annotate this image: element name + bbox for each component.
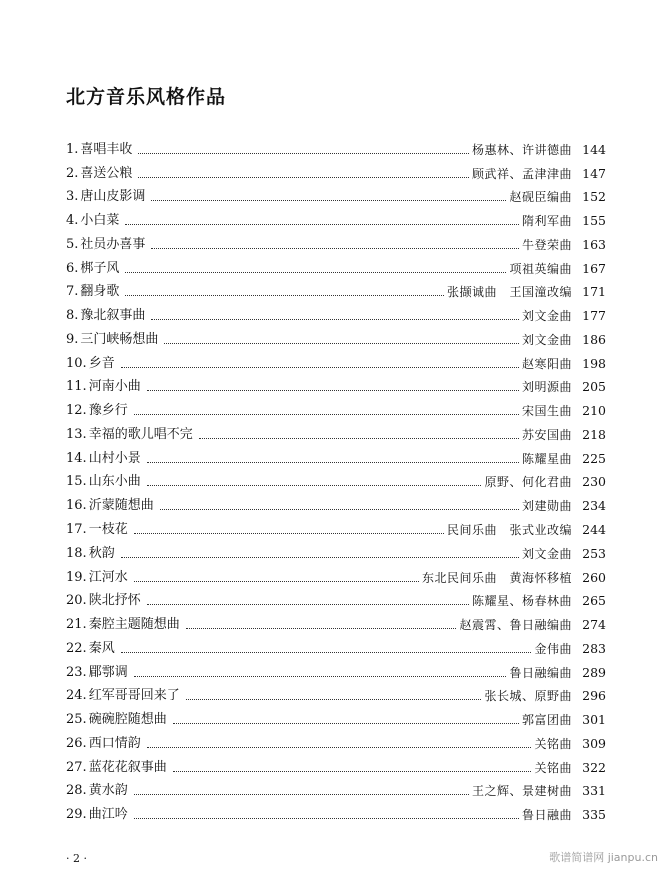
- entry-number: 2.: [66, 165, 79, 181]
- toc-entry[interactable]: [66, 704, 606, 728]
- entry-composer: 刘文金曲: [521, 332, 572, 347]
- entry-number: 5.: [66, 236, 79, 252]
- entry-composer: 赵震霄、鲁日融编曲: [459, 618, 572, 633]
- dot-leader: [121, 556, 519, 558]
- entry-composer: 杨惠林、许讲德曲: [471, 142, 572, 157]
- entry-title: 小白菜: [80, 213, 120, 229]
- dot-leader: [147, 461, 519, 463]
- entry-composer: 张撷诚曲 王国潼改编: [446, 285, 572, 300]
- entry-page: 234: [582, 498, 606, 514]
- dot-leader: [173, 722, 519, 724]
- entry-number: 7.: [66, 284, 79, 300]
- entry-number: 9.: [66, 331, 79, 347]
- entry-title: 曲江吟: [88, 807, 128, 823]
- entry-page: 289: [582, 664, 606, 680]
- toc-entry[interactable]: [66, 324, 606, 348]
- entry-page: 322: [582, 759, 606, 775]
- toc-entry[interactable]: [66, 158, 606, 182]
- entry-title: 乡音: [88, 355, 115, 371]
- dot-leader: [125, 223, 519, 225]
- entry-number: 29.: [66, 807, 87, 823]
- toc-entry[interactable]: [66, 443, 606, 467]
- dot-leader: [147, 746, 532, 748]
- entry-number: 27.: [66, 759, 87, 775]
- entry-title: 黄水韵: [88, 783, 128, 799]
- entry-page: 144: [582, 141, 606, 157]
- entry-number: 11.: [66, 379, 87, 395]
- entry-composer: 隋利军曲: [521, 214, 572, 229]
- toc-entry[interactable]: [66, 300, 606, 324]
- entry-number: 23.: [66, 664, 87, 680]
- entry-title: 豫北叙事曲: [80, 308, 146, 324]
- dot-leader: [134, 413, 519, 415]
- entry-page: 152: [582, 189, 606, 205]
- entry-page: 225: [582, 450, 606, 466]
- toc-entry[interactable]: [66, 586, 606, 610]
- entry-number: 12.: [66, 403, 87, 419]
- dot-leader: [134, 580, 419, 582]
- entry-page: 301: [582, 712, 606, 728]
- entry-composer: 苏安国曲: [521, 427, 572, 442]
- toc-entry[interactable]: [66, 395, 606, 419]
- watermark: 歌谱简谱网 jianpu.cn: [549, 851, 658, 864]
- entry-title: 翻身歌: [80, 284, 120, 300]
- entry-page: 331: [582, 783, 606, 799]
- entry-number: 1.: [66, 141, 79, 157]
- entry-composer: 牛登荣曲: [521, 237, 572, 252]
- entry-number: 10.: [66, 355, 87, 371]
- entry-page: 230: [582, 474, 606, 490]
- toc-entry[interactable]: [66, 681, 606, 705]
- toc-entry[interactable]: [66, 134, 606, 158]
- entry-title: 碗碗腔随想曲: [88, 712, 167, 728]
- entry-page: 167: [582, 260, 606, 276]
- entry-page: 198: [582, 355, 606, 371]
- entry-number: 15.: [66, 474, 87, 490]
- dot-leader: [151, 247, 519, 249]
- dot-leader: [121, 366, 519, 368]
- entry-page: 210: [582, 403, 606, 419]
- toc-entry[interactable]: [66, 253, 606, 277]
- entry-composer: 刘文金曲: [521, 309, 572, 324]
- entry-composer: 郭富团曲: [521, 713, 572, 728]
- entry-page: 171: [582, 284, 606, 300]
- toc-entry[interactable]: [66, 752, 606, 776]
- entry-title: 郿鄠调: [88, 664, 128, 680]
- entry-number: 21.: [66, 617, 87, 633]
- entry-title: 江河水: [88, 569, 128, 585]
- entry-page: 218: [582, 426, 606, 442]
- entry-page: 274: [582, 617, 606, 633]
- entry-page: 177: [582, 308, 606, 324]
- entry-number: 25.: [66, 712, 87, 728]
- toc-entry[interactable]: [66, 372, 606, 396]
- toc-entry[interactable]: [66, 776, 606, 800]
- toc-entry[interactable]: [66, 799, 606, 823]
- entry-title: 河南小曲: [88, 379, 141, 395]
- dot-leader: [134, 532, 444, 534]
- entry-composer: 原野、何化君曲: [484, 475, 572, 490]
- entry-number: 28.: [66, 783, 87, 799]
- entry-title: 唐山皮影调: [80, 189, 146, 205]
- entry-title: 山东小曲: [88, 474, 141, 490]
- entry-composer: 东北民间乐曲 黄海怀移植: [421, 570, 572, 585]
- toc-entry[interactable]: [66, 205, 606, 229]
- entry-composer: 刘文金曲: [521, 546, 572, 561]
- dot-leader: [134, 793, 469, 795]
- entry-composer: 金伟曲: [534, 641, 572, 656]
- dot-leader: [147, 389, 519, 391]
- entry-title: 一枝花: [88, 522, 128, 538]
- toc-entry[interactable]: [66, 490, 606, 514]
- entry-number: 14.: [66, 450, 87, 466]
- entry-page: 186: [582, 331, 606, 347]
- dot-leader: [173, 770, 532, 772]
- entry-page: 283: [582, 640, 606, 656]
- entry-number: 26.: [66, 735, 87, 751]
- entry-title: 秋韵: [88, 545, 115, 561]
- entry-composer: 宋国生曲: [521, 404, 572, 419]
- toc-entry[interactable]: [66, 657, 606, 681]
- entry-composer: 鲁日融编曲: [509, 665, 572, 680]
- entry-composer: 民间乐曲 张式业改编: [446, 523, 572, 538]
- entry-title: 红军哥哥回来了: [88, 688, 180, 704]
- entry-number: 8.: [66, 308, 79, 324]
- entry-composer: 赵砚臣编曲: [509, 190, 572, 205]
- entry-page: 155: [582, 213, 606, 229]
- entry-number: 3.: [66, 189, 79, 205]
- toc-entry[interactable]: [66, 182, 606, 206]
- entry-title: 山村小景: [88, 450, 141, 466]
- entry-page: 309: [582, 735, 606, 751]
- entry-number: 16.: [66, 498, 87, 514]
- entry-number: 6.: [66, 260, 79, 276]
- entry-composer: 王之辉、景建树曲: [471, 784, 572, 799]
- toc-entry[interactable]: [66, 633, 606, 657]
- toc-entry[interactable]: [66, 229, 606, 253]
- dot-leader: [151, 199, 506, 201]
- entry-number: 13.: [66, 426, 87, 442]
- entry-number: 18.: [66, 545, 87, 561]
- entry-composer: 赵寒阳曲: [521, 356, 572, 371]
- dot-leader: [147, 603, 469, 605]
- toc-entry[interactable]: [66, 467, 606, 491]
- entry-page: 253: [582, 545, 606, 561]
- toc-entry[interactable]: [66, 728, 606, 752]
- dot-leader: [125, 294, 444, 296]
- entry-title: 三门峡畅想曲: [80, 331, 159, 347]
- entry-page: 335: [582, 807, 606, 823]
- entry-composer: 刘建勋曲: [521, 499, 572, 514]
- entry-composer: 顾武祥、孟津津曲: [471, 166, 572, 181]
- entry-title: 秦风: [88, 640, 115, 656]
- dot-leader: [199, 437, 519, 439]
- entry-page: 244: [582, 522, 606, 538]
- dot-leader: [151, 318, 519, 320]
- dot-leader: [160, 508, 519, 510]
- entry-composer: 鲁日融曲: [521, 808, 572, 823]
- entry-page: 265: [582, 593, 606, 609]
- dot-leader: [121, 651, 532, 653]
- entry-title: 幸福的歌儿唱不完: [88, 426, 193, 442]
- section-title: 北方音乐风格作品: [66, 86, 227, 108]
- entry-composer: 关铭曲: [534, 760, 572, 775]
- dot-leader: [164, 342, 519, 344]
- dot-leader: [138, 176, 469, 178]
- entry-page: 205: [582, 379, 606, 395]
- page-number: · 2 ·: [66, 852, 87, 865]
- entry-title: 喜唱丰收: [80, 141, 133, 157]
- entry-page: 163: [582, 236, 606, 252]
- entry-title: 喜送公粮: [80, 165, 133, 181]
- toc-entry[interactable]: [66, 419, 606, 443]
- entry-number: 17.: [66, 522, 87, 538]
- table-of-contents: [66, 134, 606, 823]
- entry-page: 260: [582, 569, 606, 585]
- dot-leader: [134, 817, 519, 819]
- entry-number: 19.: [66, 569, 87, 585]
- toc-entry[interactable]: [66, 277, 606, 301]
- dot-leader: [134, 675, 507, 677]
- dot-leader: [186, 698, 482, 700]
- entry-title: 豫乡行: [88, 403, 128, 419]
- dot-leader: [125, 271, 506, 273]
- entry-title: 秦腔主题随想曲: [88, 617, 180, 633]
- entry-composer: 张长城、原野曲: [484, 689, 572, 704]
- dot-leader: [186, 627, 457, 629]
- entry-number: 24.: [66, 688, 87, 704]
- entry-title: 蓝花花叙事曲: [88, 759, 167, 775]
- toc-entry[interactable]: [66, 514, 606, 538]
- entry-number: 22.: [66, 640, 87, 656]
- entry-title: 陕北抒怀: [88, 593, 141, 609]
- entry-composer: 陈耀星、杨春林曲: [471, 594, 572, 609]
- entry-composer: 刘明源曲: [521, 380, 572, 395]
- dot-leader: [138, 152, 469, 154]
- entry-title: 社员办喜事: [80, 236, 146, 252]
- entry-composer: 陈耀星曲: [521, 451, 572, 466]
- toc-entry[interactable]: [66, 562, 606, 586]
- entry-number: 20.: [66, 593, 87, 609]
- entry-page: 147: [582, 165, 606, 181]
- entry-title: 梆子风: [80, 260, 120, 276]
- toc-entry[interactable]: [66, 348, 606, 372]
- toc-entry[interactable]: [66, 609, 606, 633]
- entry-title: 西口情韵: [88, 735, 141, 751]
- dot-leader: [147, 484, 482, 486]
- entry-title: 沂蒙随想曲: [88, 498, 154, 514]
- entry-number: 4.: [66, 213, 79, 229]
- entry-composer: 关铭曲: [534, 736, 572, 751]
- entry-page: 296: [582, 688, 606, 704]
- toc-entry[interactable]: [66, 538, 606, 562]
- entry-composer: 项祖英编曲: [509, 261, 572, 276]
